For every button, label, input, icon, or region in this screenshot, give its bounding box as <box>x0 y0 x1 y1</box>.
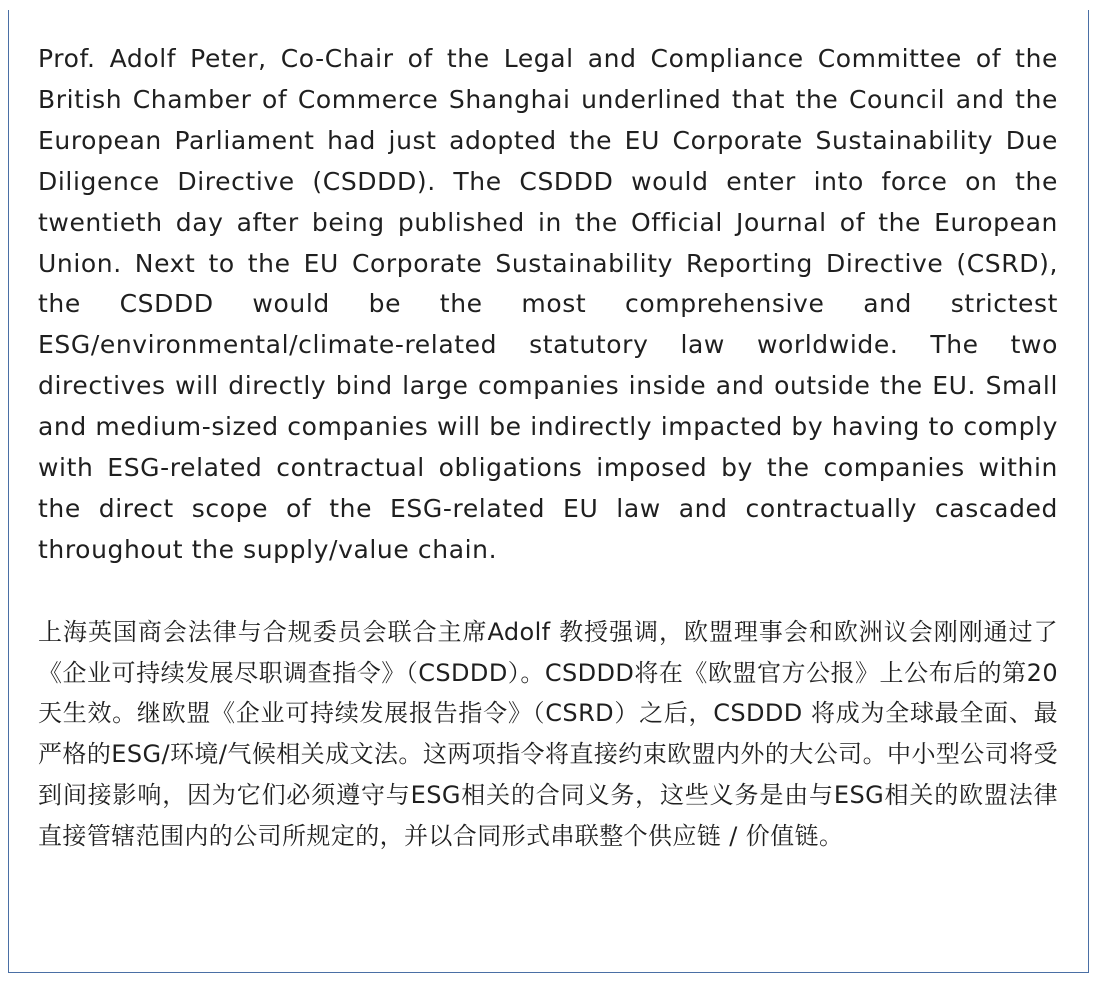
document-body <box>38 39 1058 857</box>
chinese-paragraph: 上海英国商会法律与合规委员会联合主席Adolf 教授强调，欧盟理事会和欧洲议会刚刚通过了《企业可持续发展尽职调查指令》（CSDDD）。CSDDD将在《欧盟官方公报》上公布后的第20天生效。继欧盟《企业可持续发展报告指令》（CSRD）之后，CSDDD 将成为全球最全面、最严格的ESG/环境/气候相关成文法。这两项指令将直接约束欧盟内外的大公司。中小型公司将受到间接影响，因为它们必须遵守与ESG相关的合同义务，这些义务是由与ESG相关的欧盟法律直接管辖范围内的公司所规定的，并以合同形式串联整个供应链 / 价值链。 <box>38 617 1058 850</box>
english-paragraph: Prof. Adolf Peter, Co-Chair of the Legal and Compliance Committee of the British Chamber of Commerce Shanghai underlined that the Council and the European Parliament had just adopted the EU Corporate Sustainability Due Diligence Directive (CSDDD). The CSDDD would enter into force on the twentieth day after being published in the Official Journal of the European Union. Next to the EU Corporate Sustainability Reporting Directive (CSRD), the CSDDD would be the most comprehensive and strictest ESG/environmental/climate-related statutory law worldwide. The two directives will directly bind large companies inside and outside the EU. Small and medium-sized companies will be indirectly impacted by having to comply with ESG-related contractual obligations imposed by the companies within the direct scope of the ESG-related EU law and contractually cascaded throughout the supply/value chain. <box>38 44 1058 564</box>
